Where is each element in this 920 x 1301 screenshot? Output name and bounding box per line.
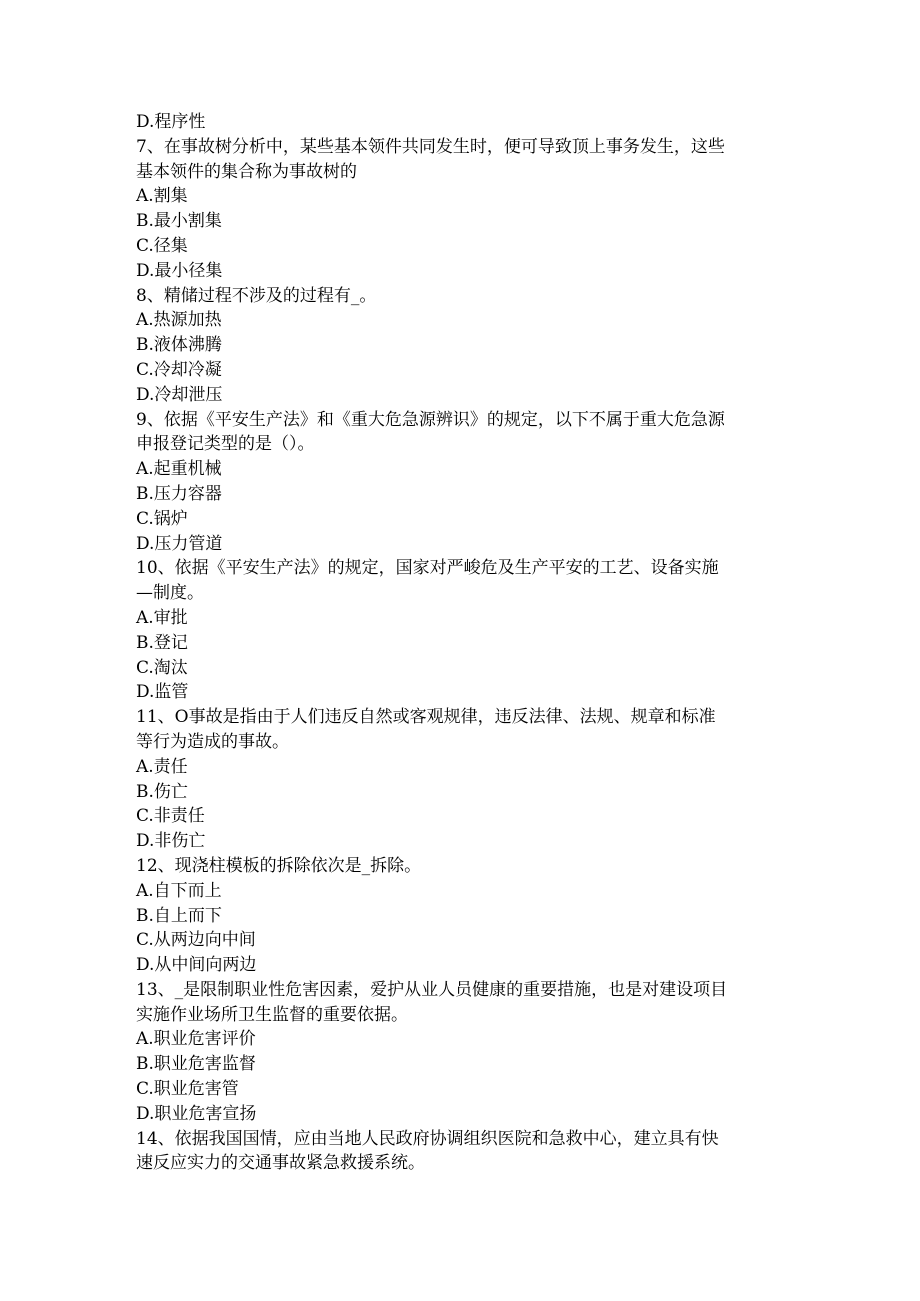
q7-option-d: D.最小径集: [136, 260, 223, 281]
question-11-line-1: 11、O事故是指由于人们违反自然或客观规律，违反法律、法规、规章和标准: [136, 707, 716, 728]
q12-option-a: A.自下而上: [136, 880, 222, 901]
q12-option-d: D.从中间向两边: [136, 955, 257, 976]
question-13-line-2: 实施作业场所卫生监督的重要依据。: [136, 1004, 408, 1025]
question-9-line-1: 9、依据《平安生产法》和《重大危急源辨识》的规定，以下不属于重大危急源: [136, 409, 725, 430]
q11-option-c: C.非责任: [136, 806, 205, 827]
q7-option-c: C.径集: [136, 235, 188, 256]
q12-option-b: B.自上而下: [136, 905, 222, 926]
q11-option-a: A.责任: [136, 756, 188, 777]
question-10-line-2: —制度。: [136, 583, 204, 604]
q9-option-c: C.锅炉: [136, 508, 188, 529]
q10-option-b: B.登记: [136, 632, 188, 653]
question-13-line-1: 13、_是限制职业性危害因素，爱护从业人员健康的重要措施，也是对建设项目: [136, 979, 728, 1000]
question-7-line-1: 7、在事故树分析中，某些基本领件共同发生时，便可导致顶上事务发生，这些: [136, 136, 725, 157]
question-8: 8、精储过程不涉及的过程有_。: [136, 285, 377, 306]
question-7-line-2: 基本领件的集合称为事故树的: [136, 161, 357, 182]
q8-option-d: D.冷却泄压: [136, 384, 223, 405]
q9-option-a: A.起重机械: [136, 459, 222, 480]
q13-option-d: D.职业危害宣扬: [136, 1103, 257, 1124]
q10-option-d: D.监管: [136, 682, 189, 703]
q10-option-c: C.淘汰: [136, 657, 188, 678]
q10-option-a: A.审批: [136, 607, 188, 628]
document-body: [136, 110, 786, 1176]
q11-option-b: B.伤亡: [136, 781, 188, 802]
q8-option-b: B.液体沸腾: [136, 335, 222, 356]
q7-option-a: A.割集: [136, 186, 188, 207]
q9-option-b: B.压力容器: [136, 483, 222, 504]
q9-option-d: D.压力管道: [136, 533, 223, 554]
question-9-line-2: 申报登记类型的是（）。: [136, 434, 315, 455]
q13-option-b: B.职业危害监督: [136, 1054, 256, 1075]
question-14-line-2: 速反应实力的交通事故紧急救援系统。: [136, 1153, 425, 1174]
q13-option-c: C.职业危害管: [136, 1079, 239, 1100]
q12-option-c: C.从两边向中间: [136, 930, 256, 951]
q8-option-c: C.冷却冷凝: [136, 359, 222, 380]
option-d-prev: D.程序性: [136, 112, 206, 132]
question-11-line-2: 等行为造成的事故。: [136, 731, 289, 752]
q8-option-a: A.热源加热: [136, 310, 222, 331]
q11-option-d: D.非伤亡: [136, 831, 206, 852]
q13-option-a: A.职业危害评价: [136, 1029, 256, 1050]
question-12: 12、现浇柱模板的拆除依次是_拆除。: [136, 855, 422, 876]
question-14-line-1: 14、依据我国国情，应由当地人民政府协调组织医院和急救中心，建立具有快: [136, 1128, 719, 1149]
q7-option-b: B.最小割集: [136, 211, 222, 232]
question-10-line-1: 10、依据《平安生产法》的规定，国家对严峻危及生产平安的工艺、设备实施: [136, 558, 719, 579]
